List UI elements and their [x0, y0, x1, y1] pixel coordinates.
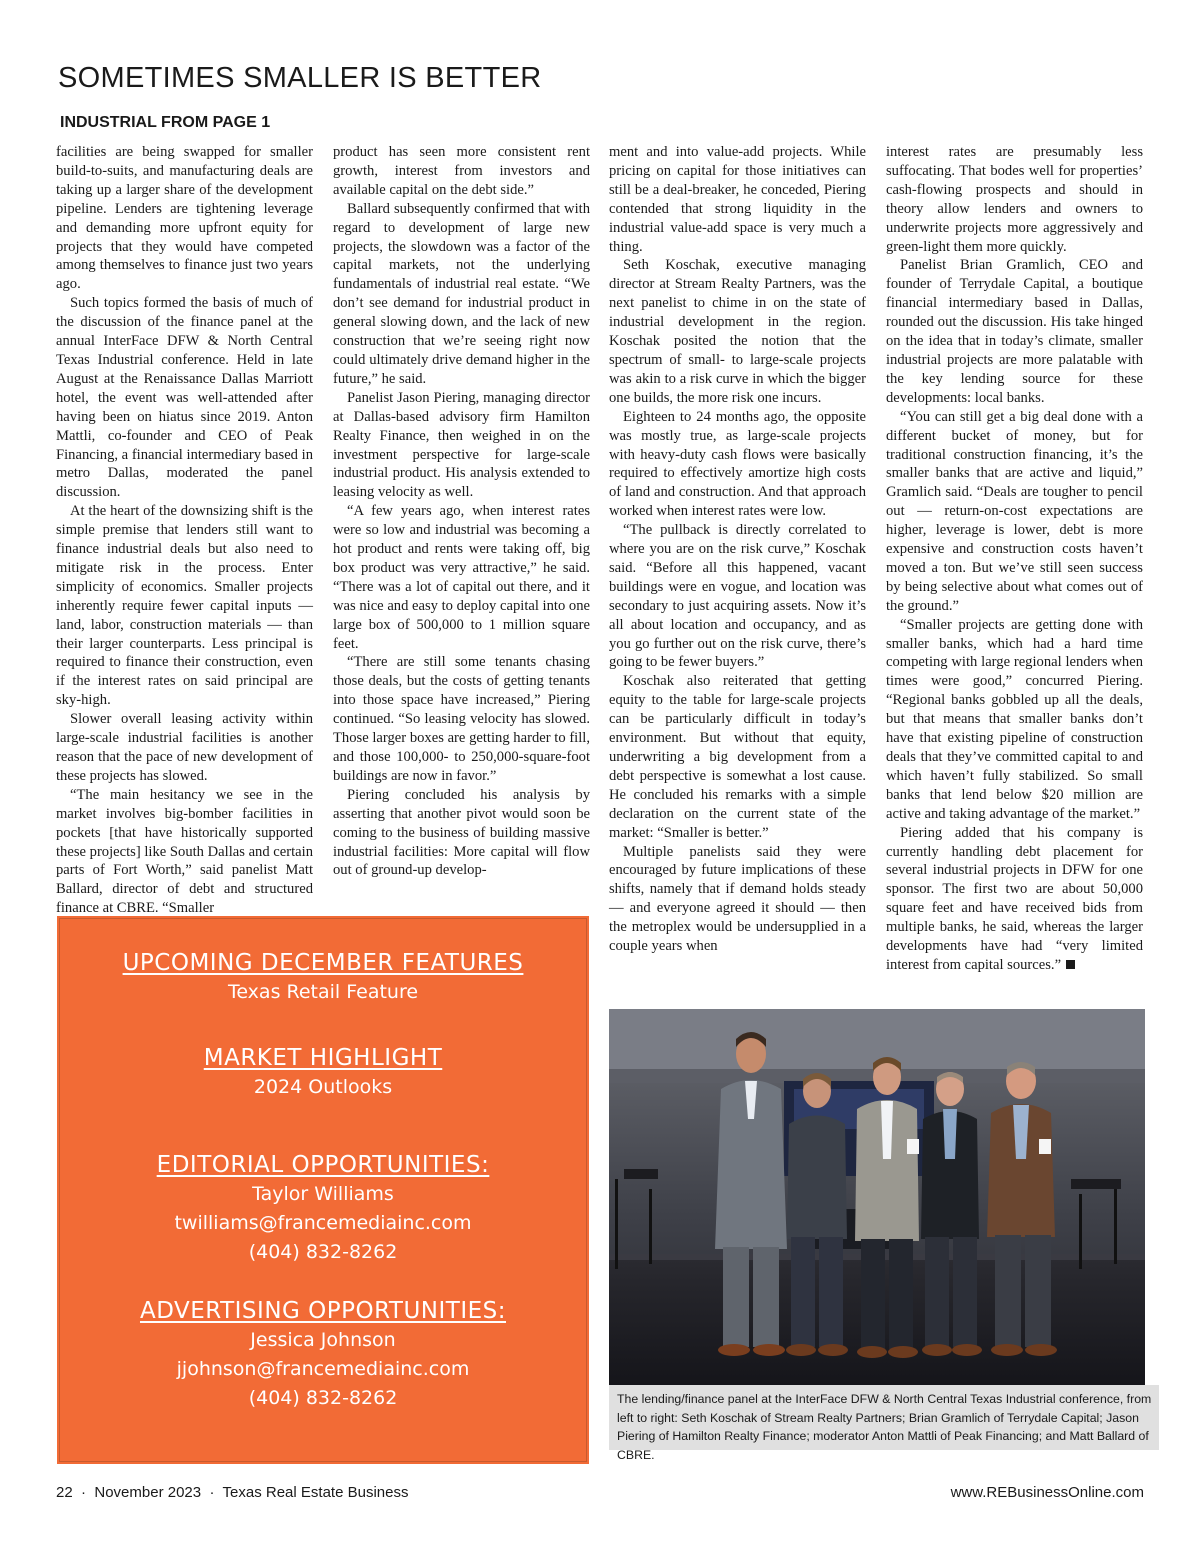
article-column-4 — [886, 143, 1143, 975]
ad-features-heading: UPCOMING DECEMBER FEATURES — [122, 950, 524, 976]
article-paragraph: At the heart of the downsizing shift is the simple premise that lenders still want to finance industrial deals but also need to mitigate risk in the process. Enter simplicity of economics. Smaller projects inherently require fewer capital inputs — land, labor, construction materials — than their larger counterparts. Less principal is required to finance their construction, even if the interest rates on said principal are sky-high. — [56, 503, 313, 709]
article-paragraph: “Smaller projects are getting done with smaller banks, which had a hard time competing with large regional lenders when times were good,” concurred Piering. “Regional banks gobbled up all the deals, but that means that smaller banks don’t have that existing pipeline of construction deals that they’ve committed capital to and which haven’t fully stabilized. So small banks that lend below $20 million are active and taking advantage of the market.” — [886, 616, 1143, 822]
ad-market-item: 2024 Outlooks — [253, 1076, 393, 1098]
article-paragraph: Multiple panelists said they were encouraged by future implications of these shifts, namely that if demand holds steady — and everyone agreed it should — then the metroplex would be undersupplied in a couple years when — [609, 843, 866, 955]
jumpline: INDUSTRIAL FROM PAGE 1 — [60, 114, 271, 131]
article-paragraph: Eighteen to 24 months ago, the opposite was mostly true, as large-scale projects with heavy-duty cash flows were basically required to effectively amortize high costs of land and construction. And that approach worked when interest rates were low. — [609, 408, 866, 520]
article-paragraph: Slower overall leasing activity within large-scale industrial facilities is another reason that the pace of new development of these projects has slowed. — [56, 711, 313, 784]
article-paragraph: Such topics formed the basis of much of the discussion of the finance panel at the annual InterFace DFW & North Central Texas Industrial conference. Held in late August at the Renaissance Dallas Marriott hotel, the event was well-attended after having been on hiatus since 2019. Anton Mattli, co-founder and CEO of Peak Financing, a financial intermediary based in metro Dallas, moderated the panel discussion. — [56, 295, 313, 501]
article-paragraph: Koschak also reiterated that getting equity to the table for large-scale projects can be particularly difficult in today’s environment. But without that equity, underwriting a big development from a debt perspective is somewhat a lost cause. He concluded his remarks with a simple declaration on the current state of the market: “Smaller is better.” — [609, 673, 866, 841]
end-of-story-mark — [1066, 960, 1075, 969]
website-link[interactable]: www.REBusinessOnline.com — [950, 1484, 1144, 1501]
footer-separator: · — [209, 1484, 215, 1501]
ad-advertising-name: Jessica Johnson — [250, 1329, 396, 1351]
publication-name: Texas Real Estate Business — [222, 1484, 409, 1501]
ad-editorial-email[interactable]: twilliams@francemediainc.com — [174, 1212, 472, 1234]
photo-caption: The lending/finance panel at the InterFace DFW & North Central Texas Industrial conference, from left to right: Seth Koschak of Stream Realty Partners; Brian Gramlich of Terrydale Capital; Jason Piering of Hamilton Realty Finance; moderator Anton Mattli of Peak Financing; and Matt Ballard of CBRE. — [609, 1385, 1159, 1450]
article-paragraph: ment and into value-add projects. While pricing on capital for those initiatives can still be a deal-breaker, he conceded, Piering contended that strong liquidity in the industrial value-add space is very much a thing. — [609, 144, 866, 255]
ad-advertising-phone: (404) 832-8262 — [248, 1387, 398, 1409]
article-paragraph: Piering concluded his analysis by asserting that another pivot would soon be coming to the business of building massive industrial facilities: More capital will flow out of ground-up develop- — [333, 786, 590, 879]
article-last-paragraph-text: Piering added that his company is currently handling debt placement for several industrial projects in DFW for one sponsor. The first two are about 50,000 square feet and have received bids from multiple banks, he said, whereas the larger developments have had “very limited interest from capital sources.” — [886, 824, 1143, 973]
headline: SOMETIMES SMALLER IS BETTER — [58, 62, 542, 94]
footer-left — [56, 1484, 408, 1501]
article-paragraph: “The main hesitancy we see in the market involves big-bomber facilities in pockets [that have historically supported these projects] like South Dallas and certain parts of Fort Worth,” said panelist Matt Ballard, director of debt and structured finance at CBRE. “Smaller — [56, 786, 313, 917]
footer-separator: · — [81, 1484, 87, 1501]
ad-advertising-heading: ADVERTISING OPPORTUNITIES: — [139, 1298, 506, 1324]
ad-section-features — [57, 948, 589, 1007]
ad-section-market — [57, 1043, 589, 1102]
article-column-3 — [609, 143, 866, 956]
ad-section-editorial — [57, 1150, 589, 1267]
article-paragraph: Seth Koschak, executive managing director at Stream Realty Partners, was the next panelist to chime in on the state of industrial development in the region. Koschak posited the notion that the spectrum of small- to large-scale projects was akin to a risk curve in which the bigger one builds, the more risk one incurs. — [609, 257, 866, 406]
page-number: 22 — [56, 1484, 73, 1501]
ad-market-heading: MARKET HIGHLIGHT — [203, 1045, 443, 1071]
article-paragraph: product has seen more consistent rent growth, interest from investors and available capital on the debt side.” — [333, 144, 590, 198]
article-paragraph: interest rates are presumably less suffocating. That bodes well for properties’ cash-flowing prospects and should in theory allow lenders and owners to underwrite projects more aggressively and green-light them more quickly. — [886, 144, 1143, 255]
article-paragraph: “You can still get a big deal done with a different bucket of money, but for traditional construction financing, it’s the smaller banks that are active and liquid,” Gramlich said. “Deals are tougher to pencil out — return-on-cost expectations are higher, leverage is lower, debt is more expensive and construction costs haven’t moved a ton. But we’ve still seen success by being selective about what comes out of the ground.” — [886, 408, 1143, 614]
article-paragraph — [886, 824, 1143, 975]
article-column-1 — [56, 143, 313, 918]
panel-photo — [609, 1009, 1145, 1385]
ad-editorial-name: Taylor Williams — [252, 1183, 394, 1205]
ad-features-item: Texas Retail Feature — [227, 981, 419, 1003]
issue-date: November 2023 — [94, 1484, 202, 1501]
article-paragraph: “The pullback is directly correlated to where you are on the risk curve,” Koschak said. “Before all this happened, vacant buildings were en vogue, and location was secondary to just acquiring assets. Now it’s all about location and occupancy, and as you go further out on the risk curve, there’s going to be fewer buyers.” — [609, 522, 866, 671]
article-paragraph: Ballard subsequently confirmed that with regard to development of large new projects, the slowdown was a factor of the capital markets, not the underlying fundamentals of industrial real estate. “We don’t see demand for industrial product in general slowing down, and the lack of new construction that we’re seeing right now could ultimately drive demand higher in the future,” he said. — [333, 200, 590, 387]
ad-advertising-email[interactable]: jjohnson@francemediainc.com — [176, 1358, 470, 1380]
features-ad-box — [57, 916, 589, 1464]
ad-section-advertising — [57, 1296, 589, 1413]
article-paragraph: “A few years ago, when interest rates were so low and industrial was becoming a hot product and rents were taking off, big box product was very attractive,” he said. “There was a lot of capital out there, and it was nice and easy to deploy capital into one large box of 500,000 to 1 million square feet. — [333, 503, 590, 652]
ad-editorial-phone: (404) 832-8262 — [248, 1241, 398, 1263]
article-paragraph: facilities are being swapped for smaller build-to-suits, and manufacturing deals are taking up a larger share of the development pipeline. Lenders are tightening leverage and demanding more upfront equity for projects that they would have competed among themselves to finance just two years ago. — [56, 144, 313, 293]
ad-editorial-heading: EDITORIAL OPPORTUNITIES: — [156, 1152, 490, 1178]
article-paragraph: Panelist Brian Gramlich, CEO and founder of Terrydale Capital, a boutique financial intermediary based in Dallas, rounded out the discussion. His take hinged on the idea that in today’s climate, smaller industrial projects are more palatable with the key lending source for these developments: local banks. — [886, 257, 1143, 406]
article-paragraph: “There are still some tenants chasing those deals, but the costs of getting tenants into those space have increased,” Piering continued. “So leasing velocity has slowed. Those larger boxes are getting harder to fill, and those 100,000- to 250,000-square-foot buildings are now in favor.” — [333, 654, 590, 784]
panel-photo-illustration — [609, 1009, 1145, 1385]
article-paragraph: Panelist Jason Piering, managing director at Dallas-based advisory firm Hamilton Realty Finance, then weighed in on the investment perspective for large-scale industrial product. His analysis extended to leasing velocity as well. — [333, 389, 590, 501]
article-column-2 — [333, 143, 590, 880]
